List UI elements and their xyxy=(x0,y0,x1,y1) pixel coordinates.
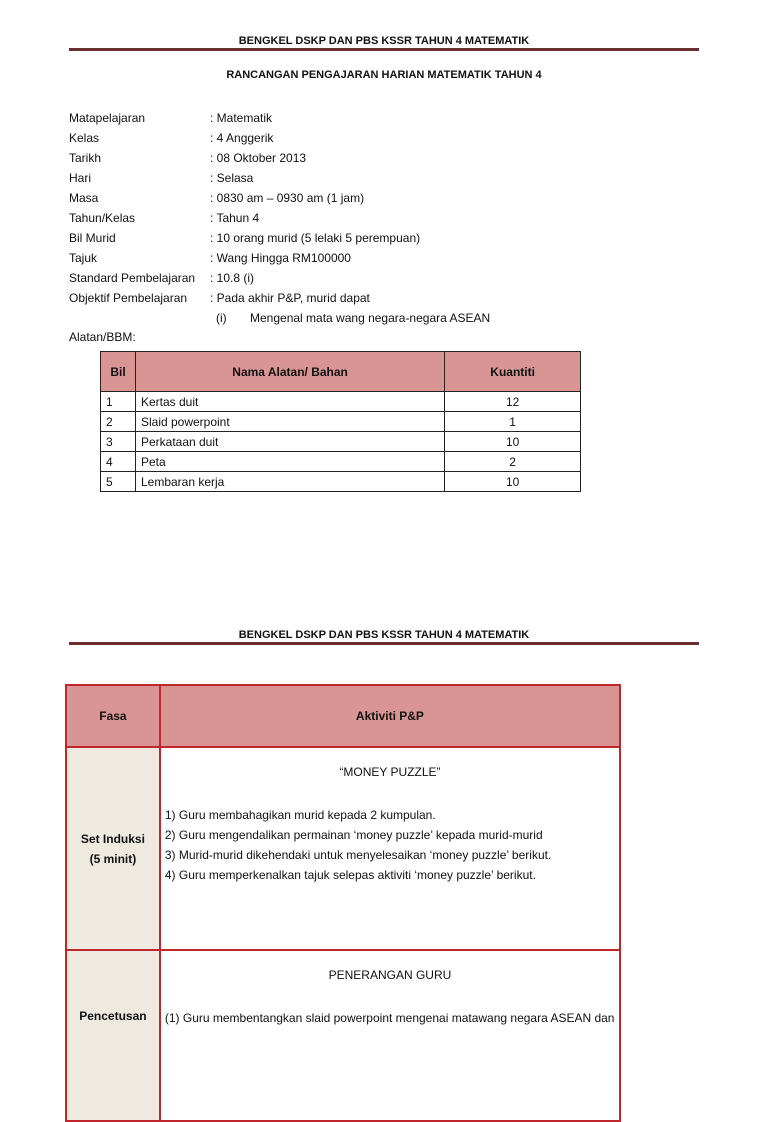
info-label: Tarikh xyxy=(69,151,102,165)
info-value: : 4 Anggerik xyxy=(210,131,274,145)
table-row xyxy=(101,412,581,432)
phase-cell xyxy=(66,747,160,950)
info-value: : 10 orang murid (5 lelaki 5 perempuan) xyxy=(210,231,421,245)
col-header-aktiviti: Aktiviti P&P xyxy=(160,685,620,747)
cell-kuantiti: 10 xyxy=(445,432,581,452)
phase-name: Set Induksi xyxy=(80,831,145,846)
phase-cell xyxy=(66,950,160,1121)
info-row xyxy=(69,168,490,188)
info-label: Hari xyxy=(69,171,92,185)
col-header-nama: Nama Alatan/ Bahan xyxy=(135,352,444,392)
cell-kuantiti: 10 xyxy=(445,472,581,492)
cell-kuantiti: 12 xyxy=(445,392,581,412)
activity-title: PENERANGAN GURU xyxy=(328,968,452,982)
cell-kuantiti: 1 xyxy=(445,412,581,432)
info-value: : Tahun 4 xyxy=(210,211,260,225)
activity-title: “MONEY PUZZLE” xyxy=(339,765,441,779)
cell-nama: Perkataan duit xyxy=(135,432,444,452)
activity-header-row xyxy=(66,685,620,747)
info-value: : 10.8 (i) xyxy=(210,271,255,285)
cell-bil: 4 xyxy=(101,452,136,472)
table-row xyxy=(101,392,581,412)
phase-row-set-induksi xyxy=(66,747,620,950)
document-title: RANCANGAN PENGAJARAN HARIAN MATEMATIK TAHUN 4 xyxy=(226,69,542,81)
activity-step: 1) Guru membahagikan murid kepada 2 kumpulan. xyxy=(164,808,436,822)
cell-nama: Slaid powerpoint xyxy=(135,412,444,432)
info-label: Tajuk xyxy=(69,251,98,265)
cell-nama: Peta xyxy=(135,452,444,472)
lesson-info xyxy=(69,108,490,328)
info-value: : 0830 am – 0930 am (1 jam) xyxy=(210,191,365,205)
info-row xyxy=(69,208,490,228)
phase-duration: (5 minit) xyxy=(89,851,137,866)
info-label: Objektif Pembelajaran xyxy=(69,291,188,305)
info-label: Matapelajaran xyxy=(69,111,146,125)
cell-nama: Lembaran kerja xyxy=(135,472,444,492)
info-value: : Wang Hingga RM100000 xyxy=(210,251,351,265)
col-header-bil: Bil xyxy=(101,352,136,392)
info-row xyxy=(69,228,490,248)
info-label: Bil Murid xyxy=(69,231,116,245)
cell-bil: 2 xyxy=(101,412,136,432)
activity-step: 3) Murid-murid dikehendaki untuk menyelesaikan ‘money puzzle’ berikut. xyxy=(164,848,552,862)
page-header-2: BENGKEL DSKP DAN PBS KSSR TAHUN 4 MATEMATIK xyxy=(238,629,530,641)
info-value: : Selasa xyxy=(210,171,254,185)
activity-table xyxy=(65,684,621,1122)
cell-bil: 5 xyxy=(101,472,136,492)
info-value: : Matematik xyxy=(210,111,273,125)
header-rule-2 xyxy=(69,642,699,645)
info-label: Standard Pembelajaran xyxy=(69,271,196,285)
activity-cell xyxy=(160,950,620,1121)
materials-table xyxy=(100,351,581,492)
col-header-fasa: Fasa xyxy=(66,685,160,747)
table-row xyxy=(101,472,581,492)
info-row xyxy=(69,248,490,268)
objective-number: (i) xyxy=(216,311,227,325)
info-row xyxy=(69,268,490,288)
info-label: Masa xyxy=(69,191,99,205)
cell-bil: 1 xyxy=(101,392,136,412)
header-rule xyxy=(69,48,699,51)
activity-step: (1) Guru membentangkan slaid powerpoint mengenai matawang negara ASEAN dan xyxy=(164,1011,615,1025)
info-row xyxy=(69,108,490,128)
activity-step: 4) Guru memperkenalkan tajuk selepas aktiviti ‘money puzzle’ berikut. xyxy=(164,868,536,882)
info-row xyxy=(69,288,490,308)
info-label: Kelas xyxy=(69,131,100,145)
cell-bil: 3 xyxy=(101,432,136,452)
phase-name: Pencetusan xyxy=(79,1009,147,1023)
objective-text: Mengenal mata wang negara-negara ASEAN xyxy=(250,311,491,325)
info-row xyxy=(69,128,490,148)
materials-label: Alatan/BBM: xyxy=(69,330,136,344)
activity-cell xyxy=(160,747,620,950)
cell-kuantiti: 2 xyxy=(445,452,581,472)
activity-step: 2) Guru mengendalikan permainan ‘money puzzle’ kepada murid-murid xyxy=(164,828,543,842)
info-value: : Pada akhir P&P, murid dapat xyxy=(210,291,370,305)
objective-item xyxy=(69,308,490,328)
phase-row-pencetusan xyxy=(66,950,620,1121)
table-row xyxy=(101,432,581,452)
info-value: : 08 Oktober 2013 xyxy=(210,151,307,165)
info-row xyxy=(69,148,490,168)
page-header: BENGKEL DSKP DAN PBS KSSR TAHUN 4 MATEMATIK xyxy=(238,35,530,47)
table-row xyxy=(101,452,581,472)
info-label: Tahun/Kelas xyxy=(69,211,136,225)
table-header-row xyxy=(101,352,581,392)
cell-nama: Kertas duit xyxy=(135,392,444,412)
col-header-kuantiti: Kuantiti xyxy=(445,352,581,392)
info-row xyxy=(69,188,490,208)
